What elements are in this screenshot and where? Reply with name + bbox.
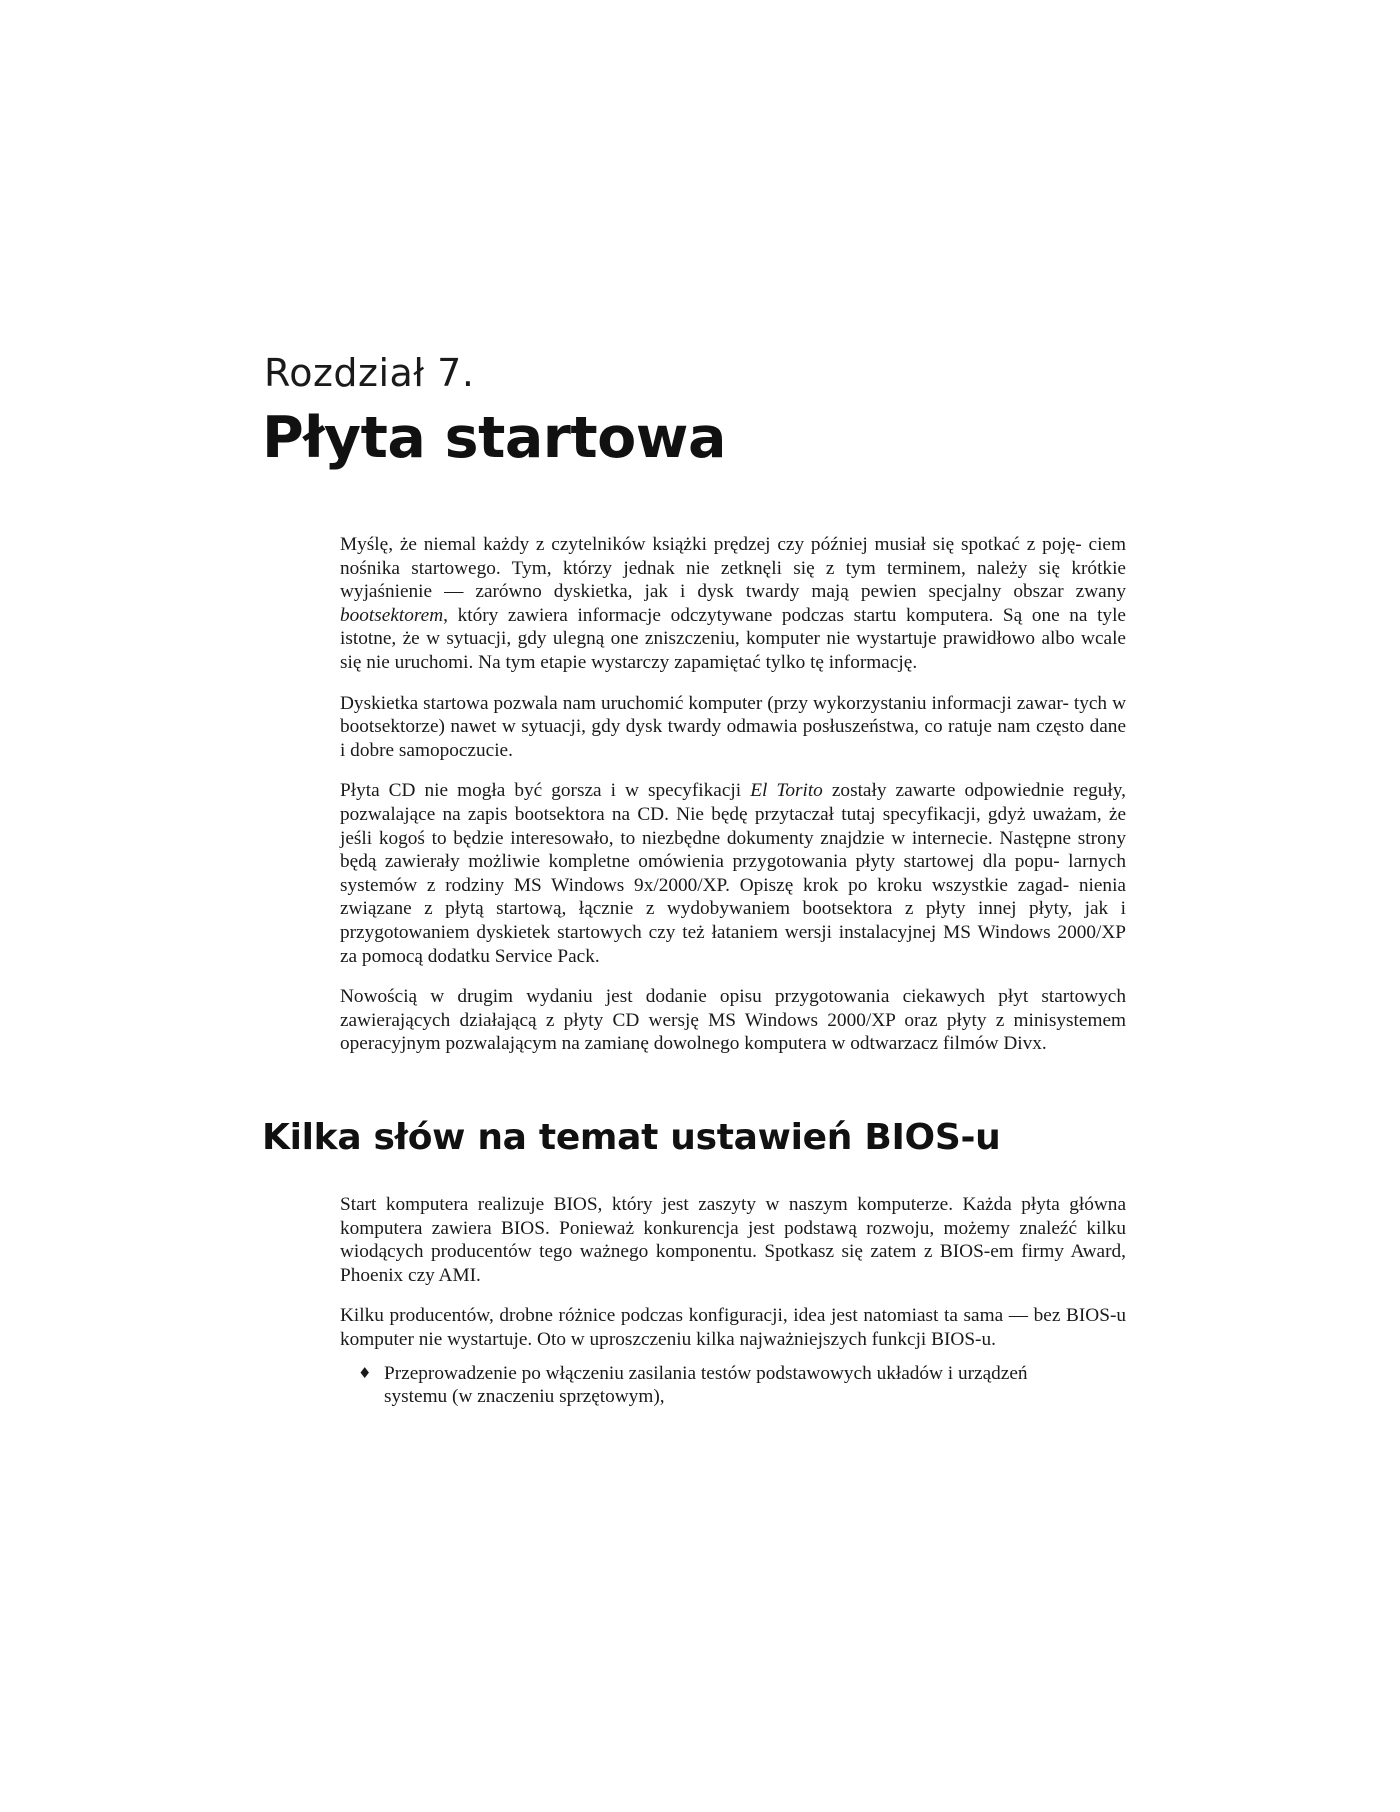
intro-paragraph-3-after: zostały zawarte odpowiednie reguły, pozwalające na zapis bootsektora na CD. Nie będę przytaczał tutaj specyfikacji, gdyż uważam, że jeśli kogoś to będzie interesowało, to niezbędne dokumenty znajdzie w internecie. Następne strony będą zawierały możliwie kompletne omówienia przygotowania płyty startowej dla popu- larnych systemów z rodziny MS Windows 9x/2000/XP. Opiszę krok po kroku wszystkie zagad- nienia związane z płytą startową, łącznie z wydobywaniem bootsektora z płyty innej płyty, jak i przygotowaniem dyskietek startowych czy też łataniem wersji instalacyjnej MS Windows 2000/XP za pomocą dodatku Service Pack. — [340, 780, 1126, 967]
term-bootsektorem: bootsektorem — [340, 604, 444, 626]
intro-paragraph-1-after: , który zawiera informacje odczytywane podczas startu komputera. Są one na tyle istotne, że w sytuacji, gdy ulegną one zniszczeniu, komputer nie wystartuje prawidłowo albo wcale się nie uruchomi. Na tym etapie wystarczy zapamiętać tylko tę informację. — [340, 604, 1126, 673]
bios-paragraph-2: Kilku producentów, drobne różnice podczas konfiguracji, idea jest natomiast ta sama — bez BIOS-u komputer nie wystartuje. Oto w uproszczeniu kilka najważniejszych funkcji BIOS-u. — [340, 1305, 1126, 1350]
chapter-title: Płyta startowa — [262, 405, 726, 471]
list-item — [340, 1362, 1126, 1409]
intro-paragraph-2: Dyskietka startowa pozwala nam uruchomić komputer (przy wykorzystaniu informacji zawar- tych w bootsektorze) nawet w sytuacji, gdy dysk twardy odmawia posłuszeństwa, co ratuje nam często dane i dobre samopoczucie. — [340, 692, 1126, 761]
intro-text — [340, 533, 1126, 1073]
list-item-text: Przeprowadzenie po włączeniu zasilania testów podstawowych układów i urządzeń systemu (w znaczeniu sprzętowym), — [384, 1362, 1028, 1408]
intro-paragraph-3-before: Płyta CD nie mogła być gorsza i w specyfikacji — [340, 780, 751, 802]
chapter-label: Rozdział 7. — [264, 351, 475, 395]
section-title: Kilka słów na temat ustawień BIOS-u — [262, 1117, 1001, 1158]
intro-paragraph-1-before: Myślę, że niemal każdy z czytelników książki prędzej czy później musiał się spotkać z poję- ciem nośnika startowego. Tym, którzy jednak nie zetknęli się z tym terminem, należy się krótkie wyjaśnienie — zarówno dyskietka, jak i dysk twardy mają pewien specjalny obszar zwany — [340, 534, 1126, 603]
bios-paragraph-1: Start komputera realizuje BIOS, który jest zaszyty w naszym komputerze. Każda płyta główna komputera zawiera BIOS. Ponieważ konkurencja jest podstawą rozwoju, możemy znaleźć kilku wiodących producentów tego ważnego komponentu. Spotkasz się zatem z BIOS-em firmy Award, Phoenix czy AMI. — [340, 1194, 1126, 1286]
intro-paragraph-1 — [340, 533, 1126, 675]
intro-paragraph-3 — [340, 779, 1126, 968]
diamond-bullet-icon: ♦ — [358, 1363, 372, 1382]
bios-functions-list — [340, 1362, 1126, 1409]
intro-paragraph-4: Nowością w drugim wydaniu jest dodanie opisu przygotowania ciekawych płyt startowych zawierających działającą z płyty CD wersję MS Windows 2000/XP oraz płyty z minisystemem operacyjnym pozwalającym na zamianę dowolnego komputera w odtwarzacz filmów Divx. — [340, 986, 1126, 1055]
term-el-torito: El Torito — [750, 780, 823, 802]
bios-section-text — [340, 1193, 1126, 1409]
